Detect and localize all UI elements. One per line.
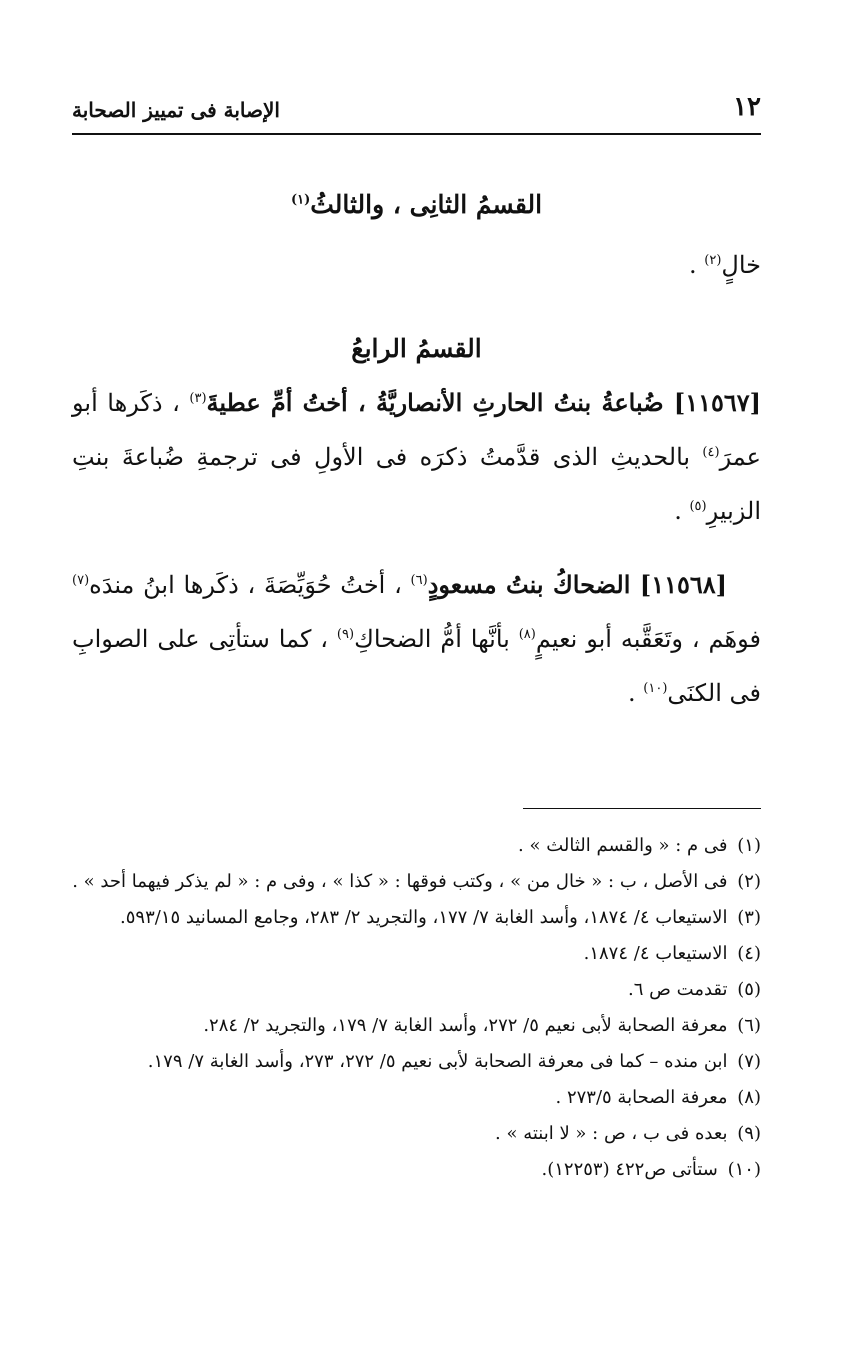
footnote-ref: (٢) — [704, 253, 722, 268]
footnote-text: فى الأصل ، ب : « خال من » ، وكتب فوقها : « كذا » ، وفى م : « لم يذكر فيهما أحد » . — [72, 871, 728, 892]
entry-text: . — [628, 679, 644, 707]
footnote-text: ستأتى ص٤٢٢ (١٢٢٥٣). — [541, 1159, 718, 1180]
footnote — [72, 1008, 761, 1044]
footnote-text: بعده فى ب ، ص : « لا ابنته » . — [495, 1123, 728, 1144]
footnote-mark: (٧) — [737, 1051, 761, 1072]
paragraph-khal — [72, 238, 761, 292]
footnote — [72, 900, 761, 936]
footnote — [72, 1116, 761, 1152]
entry-text: فوهَم ، وتَعَقَّبه أبو نعيمٍ — [535, 625, 762, 653]
footnote-text: فى م : « والقسم الثالث » . — [518, 835, 728, 856]
entry-number: [١١٥٦٨] — [639, 570, 727, 599]
footnote — [72, 1044, 761, 1080]
section-heading-4: القسمُ الرابعُ — [351, 334, 482, 363]
footnote-text: معرفة الصحابة لأبى نعيم ٥/ ٢٧٢، وأسد الغابة ٧/ ١٧٩، والتجريد ٢/ ٢٨٤. — [203, 1015, 728, 1036]
footnote — [72, 972, 761, 1008]
footnote-mark: (١) — [737, 835, 761, 856]
footnote-ref: (٤) — [702, 445, 720, 460]
footnote-ref: (٧) — [72, 573, 90, 588]
page-header — [72, 88, 761, 122]
footnote — [72, 864, 761, 900]
footnote-text: الاستيعاب ٤/ ١٨٧٤، وأسد الغابة ٧/ ١٧٧، والتجريد ٢/ ٢٨٣، وجامع المسانيد ٥٩٣/١٥. — [120, 907, 728, 928]
entry-text: ، أختُ حُوَيِّصَةَ ، ذكَرها ابنُ مندَه — [89, 571, 411, 599]
main-text — [72, 178, 761, 720]
footnote-mark: (٦) — [737, 1015, 761, 1036]
footnote-ref: (٥) — [689, 499, 707, 514]
footnote-ref: (٩) — [336, 627, 355, 642]
footnote-mark: (٢) — [737, 871, 761, 892]
entry-text: بأنَّها أمُّ الضحاكِ — [354, 625, 519, 653]
footnote-mark: (١٠) — [727, 1159, 761, 1180]
footnote-mark: (٩) — [737, 1123, 761, 1144]
footnotes — [72, 828, 761, 1188]
entry-name: ضُباعةُ بنتُ الحارثِ الأنصاريَّةُ ، أختُ أمِّ عطيةَ — [206, 388, 674, 417]
entry-text: . — [674, 497, 690, 525]
footnote-mark: (٥) — [737, 979, 761, 1000]
footnote-text: ابن منده – كما فى معرفة الصحابة لأبى نعيم ٥/ ٢٧٢، ٢٧٣، وأسد الغابة ٧/ ١٧٩. — [147, 1051, 728, 1072]
footnote-mark: (٨) — [737, 1087, 761, 1108]
footnote — [72, 828, 761, 864]
paragraph-text: . — [689, 251, 705, 279]
header-rule — [72, 133, 761, 135]
footnote-ref: (١٠) — [643, 681, 668, 696]
running-title: الإصابة فى تمييز الصحابة — [72, 98, 280, 122]
footnote-text: معرفة الصحابة ٢٧٣/٥ . — [555, 1087, 728, 1108]
section-heading-2-3 — [72, 178, 761, 232]
footnote-ref: (١) — [290, 192, 311, 208]
entry-number: [١١٥٦٧] — [673, 388, 761, 417]
footnote-text: تقدمت ص ٦. — [628, 979, 728, 1000]
footnote-rule — [523, 808, 761, 809]
footnote-ref: (٣) — [189, 391, 207, 406]
heading-text: القسمُ الثانِى ، والثالثُ — [310, 190, 543, 219]
footnote — [72, 1080, 761, 1116]
footnote-mark: (٤) — [737, 943, 761, 964]
entry-text: ، ذكَرها أبو عمرَ — [72, 389, 761, 471]
entry-name: الضحاكُ بنتُ مسعودٍ — [427, 570, 640, 599]
footnote-text: الاستيعاب ٤/ ١٨٧٤. — [583, 943, 728, 964]
footnote-ref: (٦) — [410, 573, 428, 588]
entry-11567 — [72, 376, 761, 538]
entry-text: ، كما ستأتِى على الصوابِ فى الكنَى — [72, 625, 761, 707]
footnote — [72, 936, 761, 972]
footnote — [72, 1152, 761, 1188]
entry-11568 — [72, 558, 761, 720]
page-number: ١٢ — [733, 92, 761, 122]
footnote-ref: (٨) — [518, 627, 536, 642]
entry-text: بالحديثِ الذى قدَّمتُ ذكرَه فى الأولِ فى ترجمةِ ضُباعةَ بنتِ الزبيرِ — [72, 443, 761, 525]
footnote-mark: (٣) — [737, 907, 761, 928]
paragraph-text: خالٍ — [721, 251, 761, 279]
